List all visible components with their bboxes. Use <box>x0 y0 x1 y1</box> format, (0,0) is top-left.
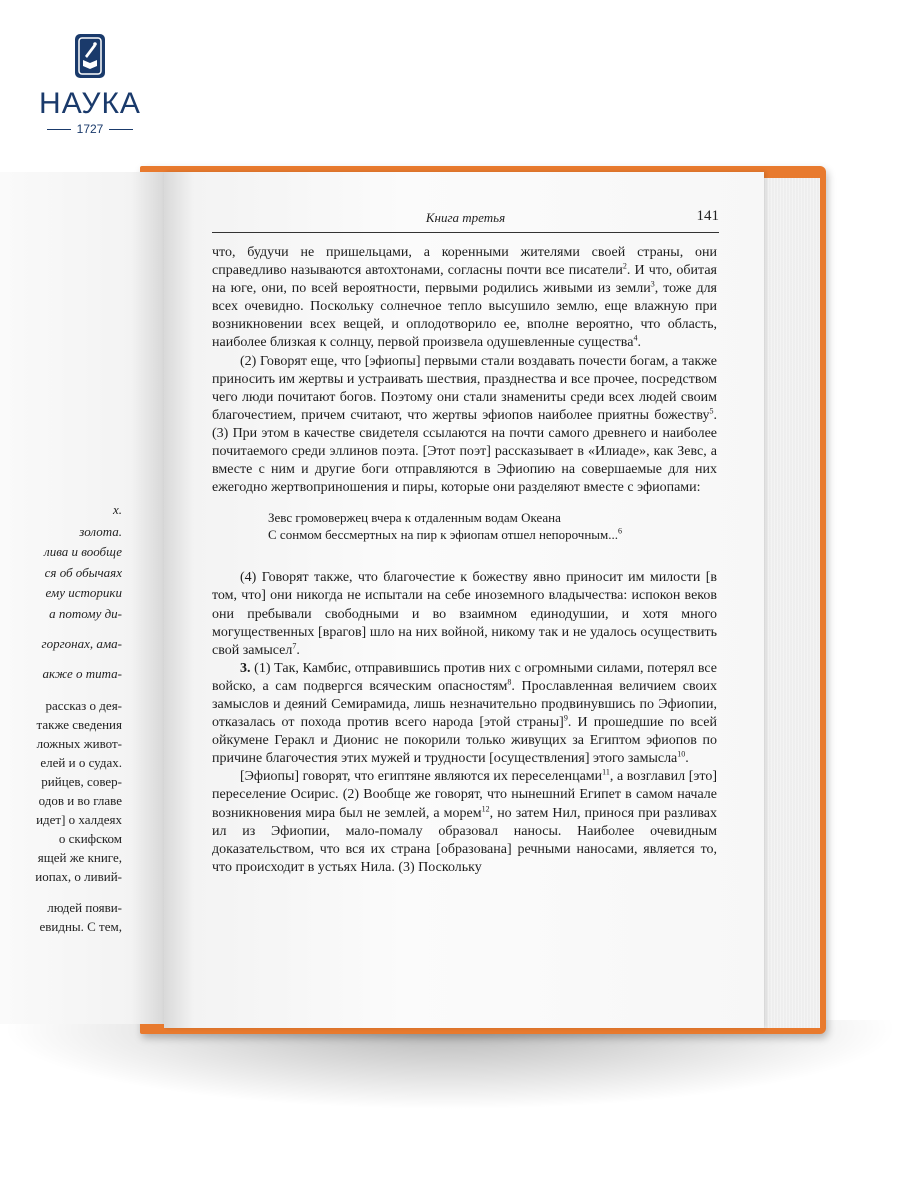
left-page-line: х. <box>112 502 122 517</box>
year-text: 1727 <box>76 122 104 136</box>
publisher-name: НАУКА <box>39 87 141 120</box>
left-page-line: идет] о халдеях <box>36 812 122 827</box>
left-page-line: ящей же книге, <box>37 850 122 865</box>
verse-line: С сонмом бессмертных на пир к эфиопам отшел непорочным...$^6$ <box>268 526 623 543</box>
right-page <box>164 172 764 1028</box>
left-page-line: акже о тита- <box>42 666 122 681</box>
publisher-year <box>28 122 152 136</box>
running-title: Книга третья <box>425 210 506 225</box>
left-page-line: рассказ о дея- <box>45 698 122 713</box>
left-page-line: лива и вообще <box>44 544 122 559</box>
left-page-line: ему историки <box>45 585 122 600</box>
left-page-line: елей и о судах. <box>40 755 122 770</box>
left-page-line: ложных живот- <box>36 736 122 751</box>
paragraph: 3. (1) Так, Камбис, отправившись против них с огромными силами, потерял все войско, а сам подвергся всяческим опасностям$^8$. Прославленная величием своих замыслов и деяний Семирамида, лишь незначительно продвинувшись по Эфиопии, отказалась от похода против всего народа [этой страны]$^9$. И прошедшие по всей ойкумене Геракл и Дионис не покорили только живущих за Египтом эфиопов по причине благочестия этих мужей и трудности [осуществления] этого замысла$^{10}$. <box>212 660 717 767</box>
publisher-logo <box>28 34 152 136</box>
left-page-line: также сведения <box>36 717 122 732</box>
page-number: 141 <box>696 208 719 224</box>
paragraph: (4) Говорят также, что благочестие к божеству явно приносит им милости [в том, что] они никогда не испытали на себе иноземного владычества: испокон веков они пребывали свободными и во взаимном единодушии, и хотя много могущественных [врагов] шло на них войной, никому так и не удалось осуществить свой замысел$^7$. <box>212 570 717 658</box>
divider <box>109 129 133 130</box>
book-logo-icon <box>75 34 105 78</box>
verse-line: Зевс громовержец вчера к отдаленным водам Океана <box>268 510 561 526</box>
paragraph: что, будучи не пришельцами, а коренными жителями своей страны, они справедливо называются автохтонами, согласны почти все писатели$^2$. И что, обитая на юге, они, по всей вероятности, первыми родились живыми из земли$^3$, тоже для всех очевидно. Поскольку солнечное тепло высушило землю, еще влажную при возникновении всех вещей, и оплодотворило ее, вполне вероятно, что область, наиболее близкая к солнцу, первой произвела одушевленные существа$^4$. <box>212 245 717 351</box>
left-page-line: о скифском <box>58 831 122 846</box>
page-body <box>212 244 717 877</box>
left-page-line: рийцев, совер- <box>41 774 122 789</box>
verse-quote <box>268 509 717 543</box>
left-page <box>0 172 164 1024</box>
divider <box>47 129 71 130</box>
left-page-line: золота. <box>79 524 122 539</box>
left-page-line: одов и во главе <box>38 793 122 808</box>
left-page-line: ся об обычаях <box>44 565 122 580</box>
left-page-line: иопах, о ливий- <box>35 869 122 884</box>
left-page-line: а потому ди- <box>49 606 122 621</box>
page-header <box>212 208 719 233</box>
left-page-line: горгонах, ама- <box>41 636 122 651</box>
paragraph: [Эфиопы] говорят, что египтяне являются их переселенцами$^{11}$, а возглавил [это] переселение Осирис. (2) Вообще же говорят, что нынешний Египет в самом начале возникновения мира был не землей, а морем$^{12}$, но затем Нил, принося при разливах ил из Эфиопии, мало-помалу образовал наносы. Наиболее очевидным доказательством, что вся их страна [образована] речными наносами, является то, что происходит в устьях Нила. (3) Поскольку <box>212 767 718 875</box>
left-page-line: евидны. С тем, <box>39 919 122 934</box>
paragraph: (2) Говорят еще, что [эфиопы] первыми стали воздавать почести богам, а также приносить им жертвы и устраивать шествия, празднества и все прочее, посредством чего люди почитают богов. Поэтому они стали знамениты среди всех людей своим благочестием, причем считают, что жертвы эфиопов наиболее приятны божеству$^5$. (3) При этом в качестве свидетеля ссылаются на почти самого древнего и наиболее почитаемого среди эллинов поэта. [Этот поэт] рассказывает в «Илиаде», как Зевс, а вместе с ним и другие боги отправляются в Эфиопию на совершаемые для них ежегодно жертвоприношения и пиры, которые они разделяют вместе с эфиопами: <box>212 353 717 496</box>
left-page-line: людей появи- <box>47 900 122 915</box>
